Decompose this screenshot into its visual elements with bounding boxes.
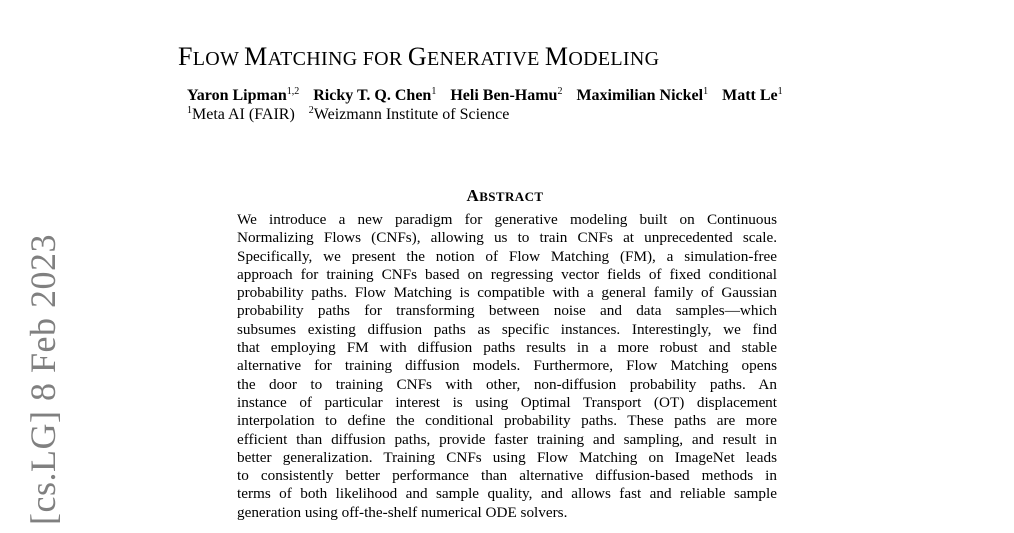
title-word: MATCHING FOR	[244, 42, 408, 72]
author-affiliation-mark: 1	[431, 86, 437, 97]
abstract-heading: ABSTRACT	[466, 186, 544, 206]
author	[722, 87, 783, 104]
abstract-line: probability paths for transforming between noise and data samples—which	[237, 302, 777, 320]
author-affiliation-mark: 1	[777, 86, 783, 97]
affiliation-name: Weizmann Institute of Science	[313, 106, 510, 123]
author	[313, 87, 436, 104]
abstract-line: generation using off-the-shelf numerical ODE solvers.	[237, 503, 568, 521]
title-word: GENERATIVE	[407, 42, 545, 72]
author	[187, 87, 299, 104]
author-name: Ricky T. Q. Chen	[313, 87, 432, 104]
affiliation	[187, 106, 295, 123]
abstract-line: efficient than diffusion paths, provide faster training and sampling, and result in	[237, 430, 777, 448]
abstract-line: the door to training CNFs with other, non-diffusion probability paths. An	[237, 375, 777, 393]
author-name: Maximilian Nickel	[576, 87, 704, 104]
title-word: MODELING	[544, 42, 660, 72]
arxiv-identifier-stamp: [cs.LG] 8 Feb 2023	[23, 234, 63, 525]
title-word: FLOW	[178, 42, 245, 72]
author-name: Matt Le	[722, 87, 778, 104]
author-affiliation-mark: 1	[703, 86, 709, 97]
affiliation	[309, 106, 510, 123]
affiliation-mark: 1	[187, 105, 192, 116]
abstract-line: instance of particular interest is using Optimal Transport (OT) displacement	[237, 393, 777, 411]
author-name: Heli Ben-Hamu	[450, 87, 558, 104]
abstract-line: to consistently better performance than alternative diffusion-based methods in	[237, 467, 777, 485]
abstract-line: subsumes existing diffusion paths as specific instances. Interestingly, we find	[237, 320, 777, 338]
author-affiliation-mark: 1,2	[286, 86, 300, 97]
author-affiliation-mark: 2	[557, 86, 563, 97]
abstract-body	[237, 211, 777, 522]
abstract-line: that employing FM with diffusion paths results in a more robust and stable	[237, 339, 777, 357]
affiliation-list	[187, 105, 519, 125]
abstract-line: better generalization. Training CNFs using Flow Matching on ImageNet leads	[237, 448, 777, 466]
abstract-line: alternative for training diffusion models. Furthermore, Flow Matching opens	[237, 357, 777, 375]
abstract-line: interpolation to define the conditional probability paths. These paths are more	[237, 412, 777, 430]
author-list	[187, 86, 783, 106]
author	[576, 87, 708, 104]
abstract-line: approach for training CNFs based on regressing vector fields of fixed conditional	[237, 265, 777, 283]
author-name: Yaron Lipman	[187, 87, 287, 104]
affiliation-name: Meta AI (FAIR)	[192, 106, 295, 123]
author	[450, 87, 562, 104]
abstract-line: terms of both likelihood and sample quality, and allows fast and reliable sample	[237, 485, 777, 503]
paper-title	[178, 41, 659, 75]
affiliation-mark: 2	[308, 105, 314, 116]
abstract-line: Specifically, we present the notion of Flow Matching (FM), a simulation-free	[237, 247, 777, 265]
abstract-line: Normalizing Flows (CNFs), allowing us to train CNFs at unprecedented scale.	[237, 229, 777, 247]
abstract-line: probability paths. Flow Matching is compatible with a general family of Gaussian	[237, 284, 777, 302]
abstract-line: We introduce a new paradigm for generative modeling built on Continuous	[237, 211, 777, 228]
